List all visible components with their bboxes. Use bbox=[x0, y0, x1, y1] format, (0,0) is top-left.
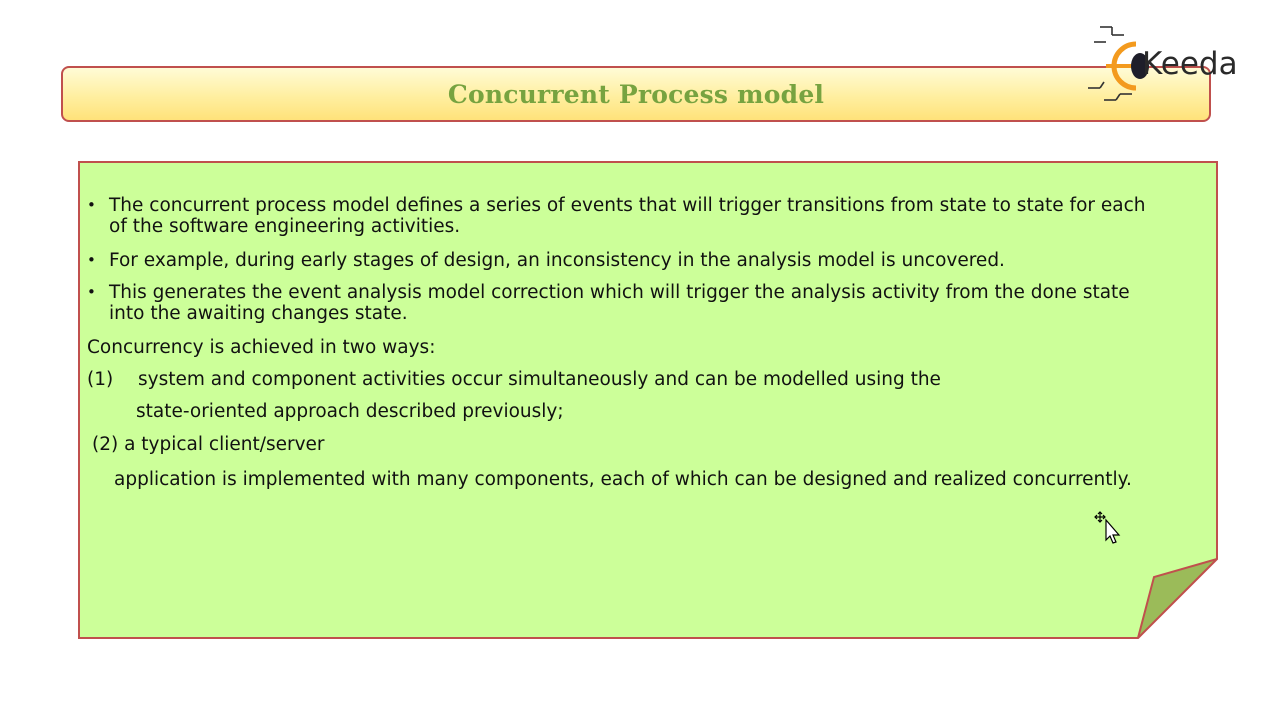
bullet-text-line: of the software engineering activities. bbox=[109, 216, 461, 237]
bullet-dot-icon: • bbox=[87, 196, 96, 214]
way1-line2: state-oriented approach described previously; bbox=[136, 401, 564, 422]
bullet-dot-icon: • bbox=[87, 251, 96, 269]
note-content bbox=[78, 161, 1218, 639]
content-note bbox=[78, 161, 1218, 639]
bullet-item bbox=[87, 250, 1209, 271]
bullet-dot-icon: • bbox=[87, 283, 96, 301]
slide-title: Concurrent Process model bbox=[447, 80, 825, 109]
title-banner bbox=[61, 66, 1211, 122]
way2-line1: (2) a typical client/server bbox=[92, 434, 325, 455]
brand-name: Keeda bbox=[1142, 46, 1238, 82]
bullet-text-line: The concurrent process model defines a series of events that will trigger transitions from state to state for each bbox=[109, 195, 1146, 216]
bullet-text-line: For example, during early stages of design, an inconsistency in the analysis model is uncovered. bbox=[109, 250, 1005, 271]
way1-marker: (1) bbox=[87, 369, 114, 390]
bullet-text-line: This generates the event analysis model correction which will trigger the analysis activity from the done state bbox=[109, 282, 1130, 303]
bullet-item bbox=[87, 195, 1209, 237]
way2-line2: application is implemented with many components, each of which can be designed and realized concurrently. bbox=[114, 469, 1132, 490]
bullet-text-line: into the awaiting changes state. bbox=[109, 303, 408, 324]
concurrency-intro: Concurrency is achieved in two ways: bbox=[87, 337, 436, 358]
move-cursor-icon bbox=[1094, 510, 1124, 546]
way1-line1: system and component activities occur simultaneously and can be modelled using the bbox=[138, 369, 941, 390]
bullet-item bbox=[87, 282, 1209, 324]
